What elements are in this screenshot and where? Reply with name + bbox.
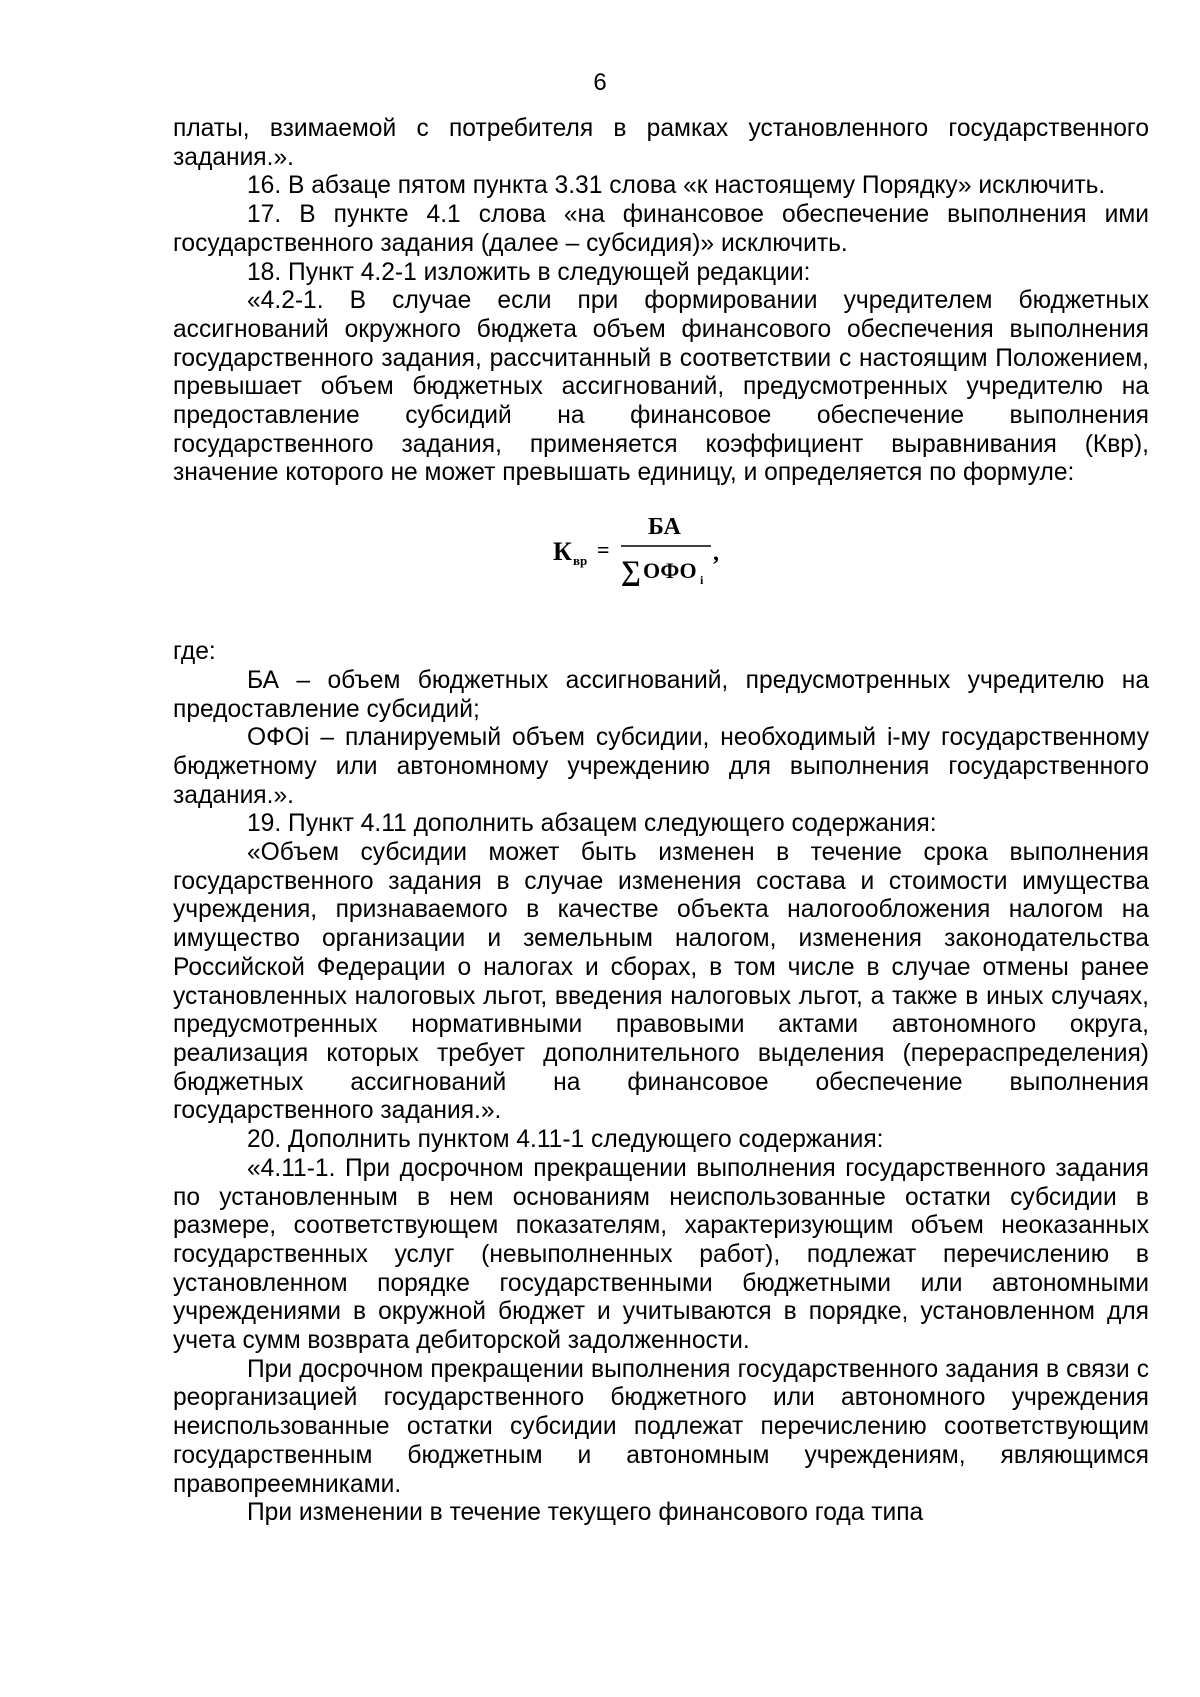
paragraph: ОФОi – планируемый объем субсидии, необходимый i-му государственному бюджетному или автономному учреждению для выполнения государственного задания.». bbox=[173, 724, 1149, 809]
paragraph: 20. Дополнить пунктом 4.11-1 следующего содержания: bbox=[247, 1126, 884, 1154]
formula-denominator-subscript: i bbox=[700, 573, 704, 588]
paragraph: БА – объем бюджетных ассигнований, предусмотренных учредителю на предоставление субсидий; bbox=[173, 666, 1149, 723]
formula bbox=[173, 488, 1149, 638]
formula-comma: , bbox=[713, 540, 719, 567]
paragraph: 19. Пункт 4.11 дополнить абзацем следующего содержания: bbox=[247, 810, 937, 838]
formula-denominator: ОФО bbox=[643, 558, 697, 584]
formula-numerator: БА bbox=[648, 514, 681, 541]
formula-lhs-subscript: вр bbox=[573, 553, 588, 569]
paragraph: «Объем субсидии может быть изменен в течение срока выполнения государственного задания в случае изменения состава и стоимости имущества учреждения, признаваемого в качестве объекта налогообложения налогом на имущество организации и земельным налогом, изменения законодательства Российской Федерации о налогах и сборах, в том числе в случае отмены ранее установленных налоговых льгот, введения налоговых льгот, а также в иных случаях, предусмотренных нормативными правовыми актами автономного округа, реализация которых требует дополнительного выделения (перераспределения) бюджетных ассигнований на финансовое обеспечение выполнения государственного задания.». bbox=[173, 839, 1149, 1125]
paragraph: «4.2-1. В случае если при формировании учредителем бюджетных ассигнований окружного бюджета объем финансового обеспечения выполнения государственного задания, рассчитанный в соответствии с настоящим Положением, превышает объем бюджетных ассигнований, предусмотренных учредителю на предоставление субсидий на финансовое обеспечение выполнения государственного задания, применяется коэффициент выравнивания (Квр), значение которого не может превышать единицу, и определяется по формуле: bbox=[173, 287, 1149, 487]
sum-symbol: ∑ bbox=[621, 556, 641, 588]
paragraph: 18. Пункт 4.2-1 изложить в следующей редакции: bbox=[247, 258, 811, 286]
page-number: 6 bbox=[593, 69, 607, 96]
formula-graphic bbox=[553, 508, 753, 598]
formula-lhs: К bbox=[553, 537, 572, 567]
paragraph: где: bbox=[173, 638, 216, 666]
paragraph: При досрочном прекращении выполнения государственного задания в связи с реорганизацией государственного бюджетного или автономного учреждения неиспользованные остатки субсидии подлежат перечислению соответствующим государственным бюджетным и автономным учреждениям, являющимся правопреемниками. bbox=[173, 1355, 1149, 1498]
formula-equals: = bbox=[597, 537, 610, 563]
paragraph: платы, взимаемой с потребителя в рамках установленного государственного задания.». bbox=[173, 115, 1149, 171]
paragraph: 16. В абзаце пятом пункта 3.31 слова «к настоящему Порядку» исключить. bbox=[247, 172, 1106, 200]
document-body bbox=[173, 115, 1149, 1528]
paragraph: «4.11-1. При досрочном прекращении выполнения государственного задания по установленным в нем основаниям неиспользованные остатки субсидии в размере, соответствующем показателям, характеризующим объем неоказанных государственных услуг (невыполненных работ), подлежат перечислению в установленном порядке государственными бюджетными или автономными учреждениями в окружной бюджет и учитываются в порядке, установленном для учета сумм возврата дебиторской задолженности. bbox=[173, 1154, 1149, 1355]
paragraph: 17. В пункте 4.1 слова «на финансовое обеспечение выполнения ими государственного задания (далее – субсидия)» исключить. bbox=[173, 201, 1149, 257]
paragraph: При изменении в течение текущего финансового года типа bbox=[247, 1499, 924, 1527]
